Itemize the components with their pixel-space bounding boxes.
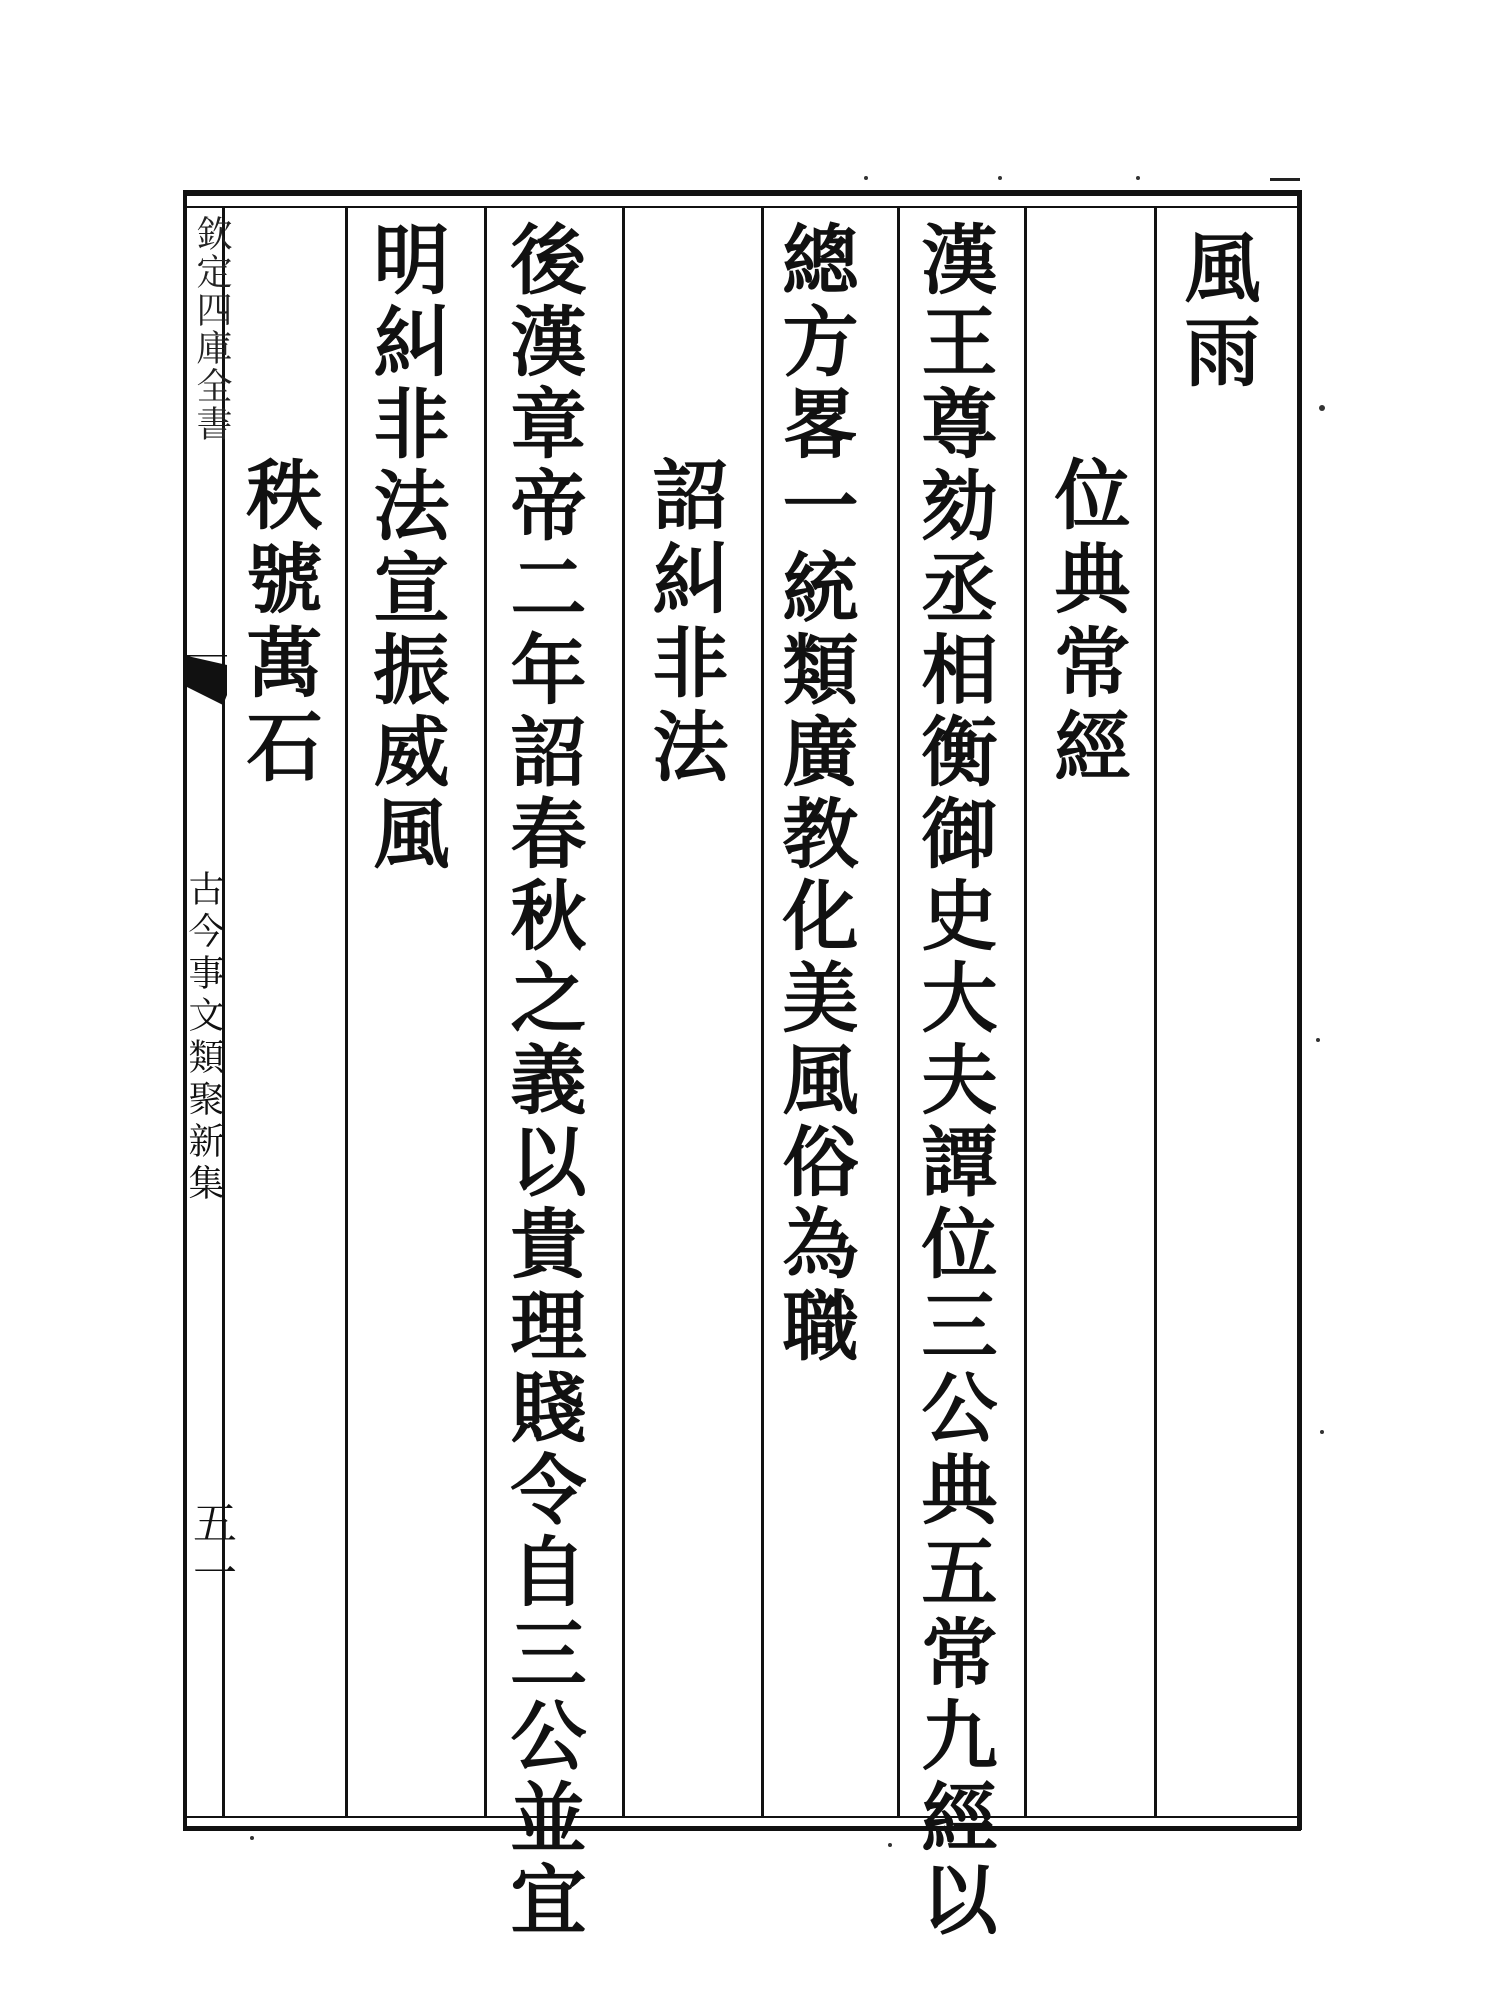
column-divider-line	[897, 208, 900, 1816]
frame-top-rule	[183, 190, 1301, 196]
column-heading: 風雨	[1172, 228, 1261, 396]
book-title: 古今事文類聚新集	[183, 870, 224, 1206]
frame-bottom-rule	[183, 1826, 1301, 1831]
column-text: 漢王尊劾丞相衡御史大夫譚位三公典五常九經以	[909, 220, 998, 1942]
fish-tail-mark	[183, 655, 227, 725]
column-text: 後漢章帝二年詔春秋之義以貴理賤令自三公並宜	[498, 220, 587, 1942]
column-divider-line	[484, 208, 487, 1816]
column-divider-line	[622, 208, 625, 1816]
column-divider-line	[345, 208, 348, 1816]
column-divider-line	[761, 208, 764, 1816]
column-text: 總方畧一統類廣教化美風俗為職	[770, 220, 859, 1368]
column-subheading: 秩號萬石	[234, 455, 323, 791]
frame-top-inner-rule	[183, 206, 1301, 208]
spine-title: 欽定四庫全書	[191, 215, 232, 443]
column-divider-line	[1024, 208, 1027, 1816]
frame-bottom-inner-rule	[183, 1816, 1301, 1818]
column-subheading: 詔糾非法	[640, 455, 729, 791]
frame-right-rule	[1297, 190, 1302, 1830]
column-subheading: 位典常經	[1042, 455, 1131, 791]
column-text: 明糾非法宣振威風	[361, 220, 450, 876]
column-divider-line	[1154, 208, 1157, 1816]
page-number: 五一	[185, 1500, 236, 1600]
